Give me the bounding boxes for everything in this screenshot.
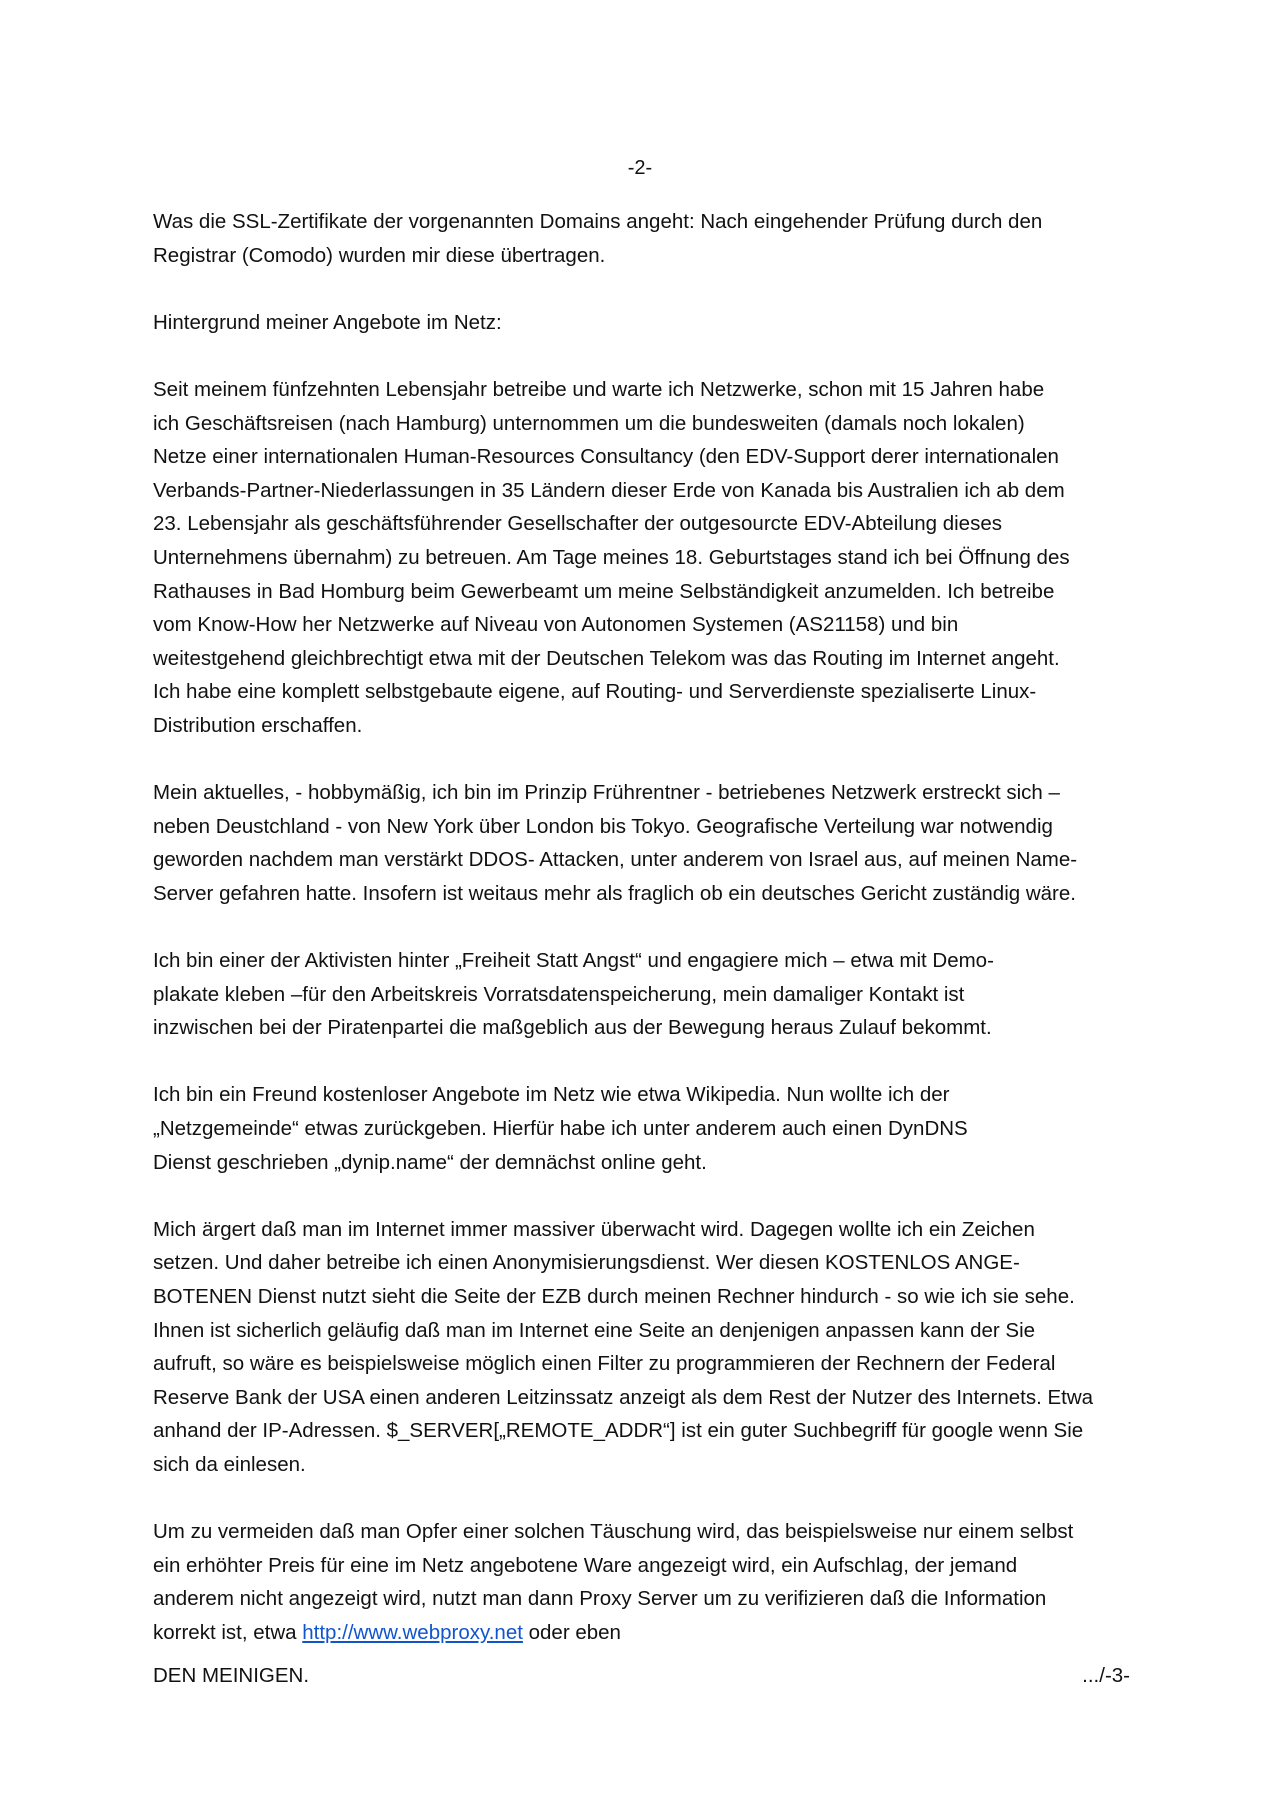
- text-line: ein erhöhter Preis für eine im Netz angebotene Ware angezeigt wird, ein Aufschlag, der jemand: [153, 1553, 1018, 1577]
- text-line: vom Know-How her Netzwerke auf Niveau von Autonomen Systemen (AS21158) und bin: [153, 613, 959, 637]
- text-line: setzen. Und daher betreibe ich einen Anonymisierungsdienst. Wer diesen KOSTENLOS ANGE-: [153, 1251, 1020, 1275]
- text-line: Netze einer internationalen Human-Resources Consultancy (den EDV-Support derer internationalen: [153, 445, 1059, 469]
- text-line: Verbands-Partner-Niederlassungen in 35 Ländern dieser Erde von Kanada bis Australien ich ab dem: [153, 478, 1065, 502]
- text-line: „Netzgemeinde“ etwas zurückgeben. Hierfür habe ich unter anderem auch einen DynDNS: [153, 1117, 968, 1141]
- text-line: inzwischen bei der Piratenpartei die maßgeblich aus der Bewegung heraus Zulauf bekommt.: [153, 1016, 992, 1040]
- text-line: Mich ärgert daß man im Internet immer massiver überwacht wird. Dagegen wollte ich ein Zeichen: [153, 1217, 1035, 1241]
- text-segment: korrekt ist, etwa: [153, 1620, 303, 1644]
- paragraph-network-experience: [153, 373, 1138, 743]
- text-line: neben Deustchland - von New York über London bis Tokyo. Geografische Verteilung war notwendig: [153, 814, 1053, 838]
- text-line: Ich bin einer der Aktivisten hinter „Freiheit Statt Angst“ und engagiere mich – etwa mit Demo-: [153, 949, 994, 973]
- paragraph-background-heading: [153, 306, 1138, 340]
- text-line: Dienst geschrieben „dynip.name“ der demnächst online geht.: [153, 1150, 707, 1174]
- paragraph-ssl-certificates: [153, 205, 1138, 272]
- text-line: Rathauses in Bad Homburg beim Gewerbeamt um meine Selbständigkeit anzumelden. Ich betreibe: [153, 579, 1055, 603]
- text-line: 23. Lebensjahr als geschäftsführender Gesellschafter der outgesourcte EDV-Abteilung dieses: [153, 512, 1002, 536]
- text-line: weitestgehend gleichbrechtigt etwa mit der Deutschen Telekom was das Routing im Internet angeht.: [153, 646, 1060, 670]
- closing-text: DEN MEINIGEN.: [153, 1664, 310, 1687]
- paragraph-free-services: [153, 1078, 1138, 1179]
- text-line: Registrar (Comodo) wurden mir diese übertragen.: [153, 243, 606, 267]
- text-line: anhand der IP-Adressen. $_SERVER[„REMOTE_ADDR“] ist ein guter Suchbegriff für google wenn Sie: [153, 1419, 1084, 1443]
- text-line: plakate kleben –für den Arbeitskreis Vorratsdatenspeicherung, mein damaliger Kontakt ist: [153, 982, 965, 1006]
- text-line: Ihnen ist sicherlich geläufig daß man im Internet eine Seite an denjenigen anpassen kann der Sie: [153, 1318, 1036, 1342]
- text-line: Ich bin ein Freund kostenloser Angebote im Netz wie etwa Wikipedia. Nun wollte ich der: [153, 1083, 950, 1107]
- paragraph-proxy-verification: [153, 1515, 1138, 1649]
- text-line: Um zu vermeiden daß man Opfer einer solchen Täuschung wird, das beispielsweise nur einem selbst: [153, 1520, 1074, 1544]
- letter-body: [153, 205, 1138, 1683]
- text-line: Distribution erschaffen.: [153, 713, 363, 737]
- text-line: sich da einlesen.: [153, 1452, 306, 1476]
- text-segment: oder eben: [522, 1620, 621, 1644]
- paragraph-current-network: [153, 776, 1138, 910]
- paragraph-activism: [153, 944, 1138, 1045]
- text-line: ich Geschäftsreisen (nach Hamburg) unternommen um die bundesweiten (damals noch lokalen): [153, 411, 1025, 435]
- text-line: anderem nicht angezeigt wird, nutzt man dann Proxy Server um zu verifizieren daß die Information: [153, 1587, 1047, 1611]
- text-line: geworden nachdem man verstärkt DDOS- Attacken, unter anderem von Israel aus, auf meinen Name-: [153, 848, 1078, 872]
- text-line: aufruft, so wäre es beispielsweise möglich einen Filter zu programmieren der Rechnern der Federal: [153, 1352, 1056, 1376]
- text-line: BOTENEN Dienst nutzt sieht die Seite der EZB durch meinen Rechner hindurch - so wie ich sie sehe.: [153, 1285, 1075, 1308]
- text-line: Reserve Bank der USA einen anderen Leitzinssatz anzeigt als dem Rest der Nutzer des Internets. Etwa: [153, 1385, 1094, 1409]
- text-line: Mein aktuelles, - hobbymäßig, ich bin im Prinzip Frührentner - betriebenes Netzwerk erstreckt sich –: [153, 781, 1060, 805]
- text-line: Seit meinem fünfzehnten Lebensjahr betreibe und warte ich Netzwerke, schon mit 15 Jahren habe: [153, 377, 1045, 401]
- text-line-with-link: [153, 1616, 1138, 1650]
- text-line: Hintergrund meiner Angebote im Netz:: [153, 310, 502, 334]
- text-line: Unternehmens übernahm) zu betreuen. Am Tage meines 18. Geburtstages stand ich bei Öffnung des: [153, 545, 1070, 569]
- text-line: Ich habe eine komplett selbstgebaute eigene, auf Routing- und Serverdienste spezialiserte Linux-: [153, 680, 1037, 704]
- text-line: Server gefahren hatte. Insofern ist weitaus mehr als fraglich ob ein deutsches Gericht zuständig wäre.: [153, 881, 1076, 905]
- text-line: Was die SSL-Zertifikate der vorgenannten Domains angeht: Nach eingehender Prüfung durch den: [153, 210, 1043, 233]
- paragraph-anonymization: [153, 1213, 1138, 1482]
- webproxy-link[interactable]: http://www.webproxy.net: [302, 1620, 523, 1644]
- page-number: -2-: [627, 157, 653, 179]
- next-page-marker: .../-3-: [1082, 1664, 1130, 1687]
